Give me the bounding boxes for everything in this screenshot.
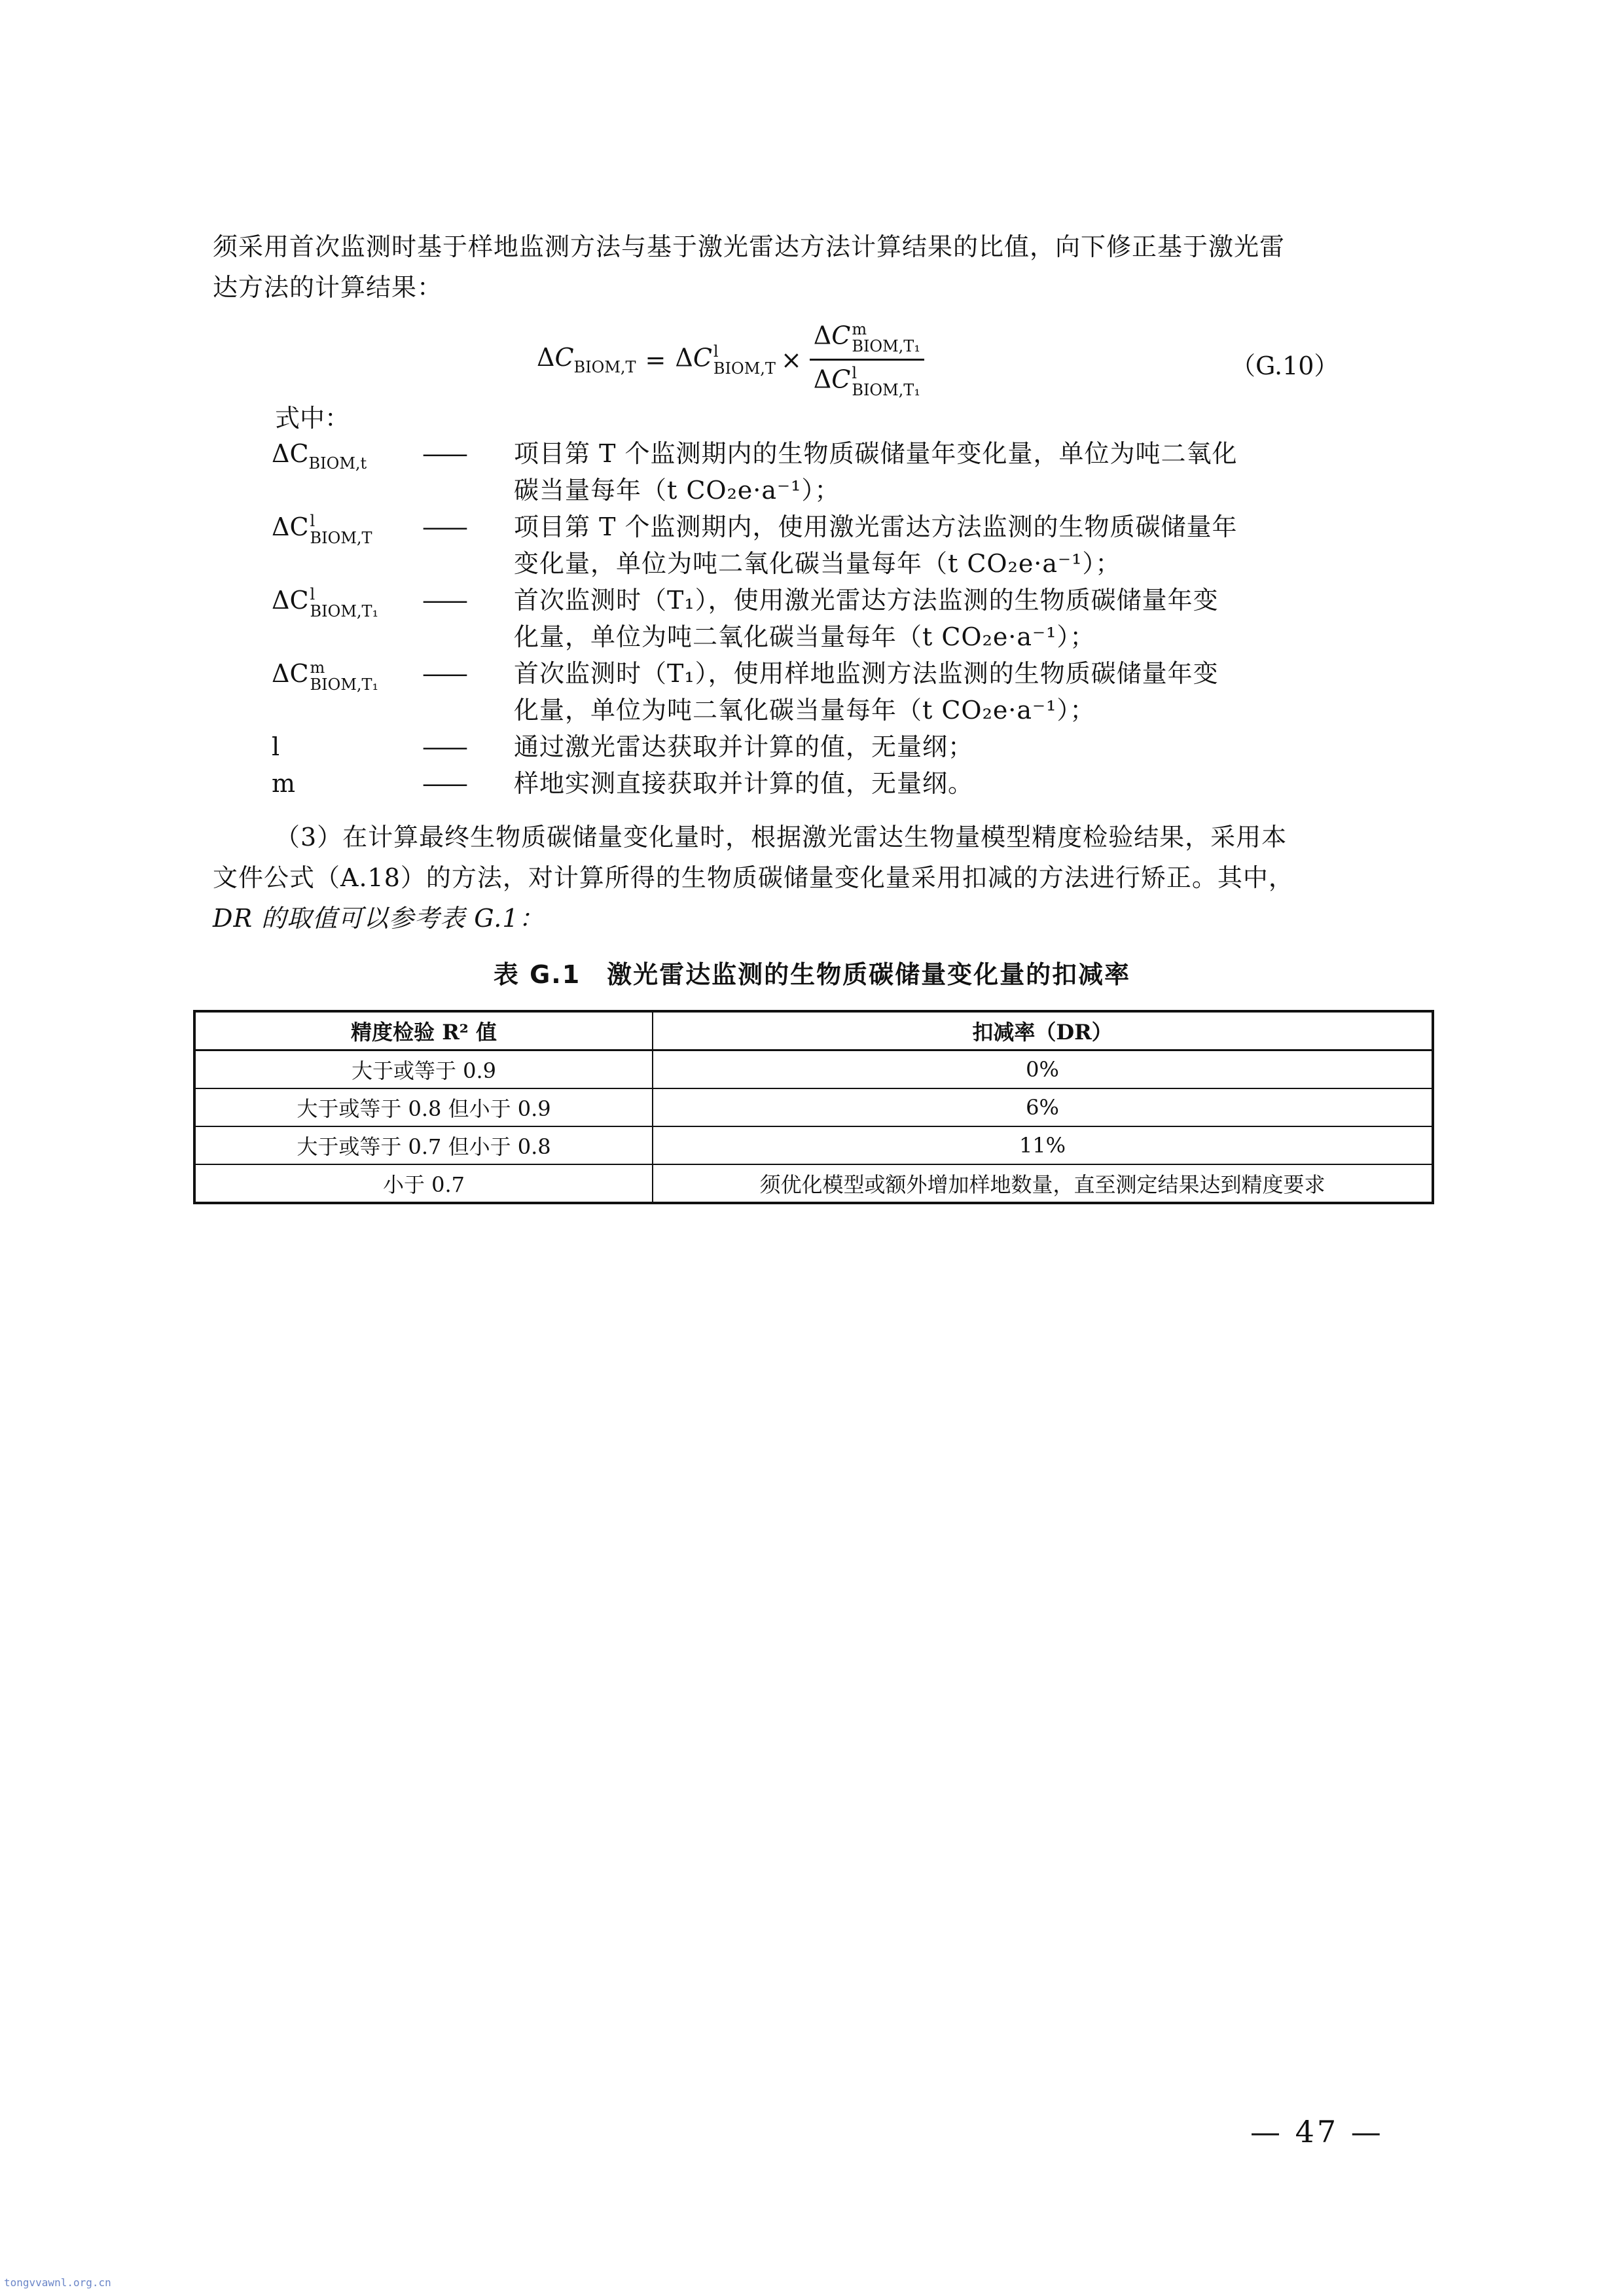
formula-rhs-term — [675, 343, 776, 377]
table-header-row — [194, 1011, 1433, 1050]
where-label: 式中： — [275, 404, 350, 433]
definition-line: 项目第 T 个监测期内，使用激光雷达方法监测的生物质碳储量年 — [514, 512, 1238, 541]
supsub — [310, 512, 372, 547]
table-cell: 11% — [653, 1126, 1433, 1164]
definitions-list — [272, 435, 1398, 802]
definition-line: 变化量，单位为吨二氧化碳当量每年（t CO₂e·a⁻¹）； — [514, 549, 1121, 578]
definition-line: 碳当量每年（t CO₂e·a⁻¹）； — [514, 476, 840, 505]
table-cell: 大于或等于 0.8 但小于 0.9 — [194, 1088, 653, 1126]
table-cell: 6% — [653, 1088, 1433, 1126]
table-cell: 小于 0.7 — [194, 1164, 653, 1203]
c-symbol: C — [831, 365, 851, 394]
definition-text — [514, 655, 1398, 728]
definition-symbol — [272, 435, 422, 509]
equals-sign: = — [645, 345, 666, 374]
definition-text — [514, 728, 1398, 765]
definition-line: 项目第 T 个监测期内的生物质碳储量年变化量，单位为吨二氧化 — [514, 439, 1238, 468]
subscript: BIOM,T — [573, 358, 636, 376]
c-symbol: C — [831, 321, 851, 350]
table-title: 表 G.1 激光雷达监测的生物质碳储量变化量的扣减率 — [493, 960, 1131, 989]
times-sign: × — [780, 345, 802, 374]
symbol-main: l — [272, 732, 280, 761]
definition-dash: —— — [422, 512, 464, 541]
symbol-subscript: BIOM,T₁ — [310, 601, 379, 620]
para3-line-3: DR 的取值可以参考表 G.1： — [213, 904, 545, 933]
definition-line: 化量，单位为吨二氧化碳当量每年（t CO₂e·a⁻¹）； — [514, 622, 1096, 651]
subscript: BIOM,T₁ — [852, 381, 920, 399]
symbol-superscript: m — [310, 658, 325, 677]
delta-symbol: Δ — [813, 321, 832, 350]
delta-symbol: Δ — [537, 343, 555, 372]
superscript: m — [852, 320, 867, 338]
definition-text — [514, 582, 1398, 655]
definition-dash: —— — [422, 439, 464, 468]
definition-item — [272, 655, 1398, 728]
definition-dash: —— — [422, 659, 464, 688]
definition-text — [514, 765, 1398, 802]
supsub — [310, 659, 379, 693]
symbol-subscript: BIOM,T — [310, 528, 372, 547]
delta-symbol: Δ — [675, 343, 693, 372]
table-cell: 0% — [653, 1050, 1433, 1089]
superscript: l — [852, 364, 857, 382]
symbol-main: ΔC — [272, 586, 309, 615]
table-cell: 大于或等于 0.9 — [194, 1050, 653, 1089]
subscript: BIOM,T₁ — [852, 337, 920, 355]
definition-dash: —— — [422, 769, 464, 798]
fraction-numerator — [810, 321, 924, 361]
definition-symbol — [272, 728, 422, 765]
equation-number: （G.10） — [1231, 351, 1339, 380]
definition-item — [272, 509, 1398, 582]
intro-paragraph — [213, 226, 1430, 308]
definition-text — [514, 435, 1398, 509]
table-row — [194, 1050, 1433, 1089]
table-row — [194, 1088, 1433, 1126]
definition-dash: —— — [422, 732, 464, 761]
watermark: tongvvawnl.org.cn — [4, 2276, 111, 2289]
c-symbol: C — [554, 343, 574, 372]
table-cell: 须优化模型或额外增加样地数量，直至测定结果达到精度要求 — [653, 1164, 1433, 1203]
table-cell: 大于或等于 0.7 但小于 0.8 — [194, 1126, 653, 1164]
definition-line: 样地实测直接获取并计算的值，无量纲。 — [514, 769, 974, 798]
symbol-superscript: l — [310, 584, 316, 603]
symbol-main: m — [272, 769, 296, 798]
definition-dash: —— — [422, 586, 464, 615]
symbol-main: ΔC — [272, 439, 309, 468]
definition-symbol — [272, 765, 422, 802]
formula-lhs — [537, 343, 636, 376]
intro-line-1: 须采用首次监测时基于样地监测方法与基于激光雷达方法计算结果的比值，向下修正基于激光雷 — [213, 232, 1286, 261]
header-r2: 精度检验 R² 值 — [194, 1011, 653, 1050]
definition-line: 首次监测时（T₁），使用激光雷达方法监测的生物质碳储量年变 — [514, 586, 1219, 615]
definition-symbol — [272, 509, 422, 582]
formula-fraction — [810, 321, 924, 399]
fraction-denominator — [810, 361, 924, 399]
c-symbol: C — [693, 343, 712, 372]
formula-g10 — [537, 321, 924, 399]
para3-line-2: 文件公式（A.18）的方法，对计算所得的生物质碳储量变化量采用扣减的方法进行矫正。其中， — [213, 863, 1294, 892]
table-row — [194, 1164, 1433, 1203]
definition-item — [272, 765, 1398, 802]
para3-line-1: （3）在计算最终生物质碳储量变化量时，根据激光雷达生物量模型精度检验结果，采用本 — [275, 823, 1288, 852]
definition-symbol — [272, 582, 422, 655]
paragraph-3 — [213, 817, 1430, 939]
symbol-subscript: BIOM,t — [308, 454, 367, 473]
subscript: BIOM,T — [713, 359, 776, 378]
symbol-superscript: l — [310, 511, 316, 530]
supsub — [852, 365, 920, 399]
definition-line: 首次监测时（T₁），使用样地监测方法监测的生物质碳储量年变 — [514, 659, 1219, 688]
supsub — [852, 321, 920, 355]
definition-text — [514, 509, 1398, 582]
table-row — [194, 1126, 1433, 1164]
superscript: l — [713, 342, 719, 361]
page-number: — 47 — — [1250, 2114, 1384, 2149]
definition-line: 通过激光雷达获取并计算的值，无量纲； — [514, 732, 974, 761]
header-dr: 扣减率（DR） — [653, 1011, 1433, 1050]
definition-symbol — [272, 655, 422, 728]
symbol-main: ΔC — [272, 512, 309, 541]
intro-line-2: 达方法的计算结果： — [213, 273, 443, 302]
deduction-rate-table — [193, 1010, 1434, 1204]
supsub — [310, 586, 379, 620]
delta-symbol: Δ — [813, 365, 832, 394]
definition-item — [272, 728, 1398, 765]
definition-line: 化量，单位为吨二氧化碳当量每年（t CO₂e·a⁻¹）； — [514, 696, 1096, 725]
symbol-main: ΔC — [272, 659, 309, 688]
symbol-subscript: BIOM,T₁ — [310, 675, 379, 694]
definition-item — [272, 435, 1398, 509]
supsub — [713, 343, 776, 377]
definition-item — [272, 582, 1398, 655]
